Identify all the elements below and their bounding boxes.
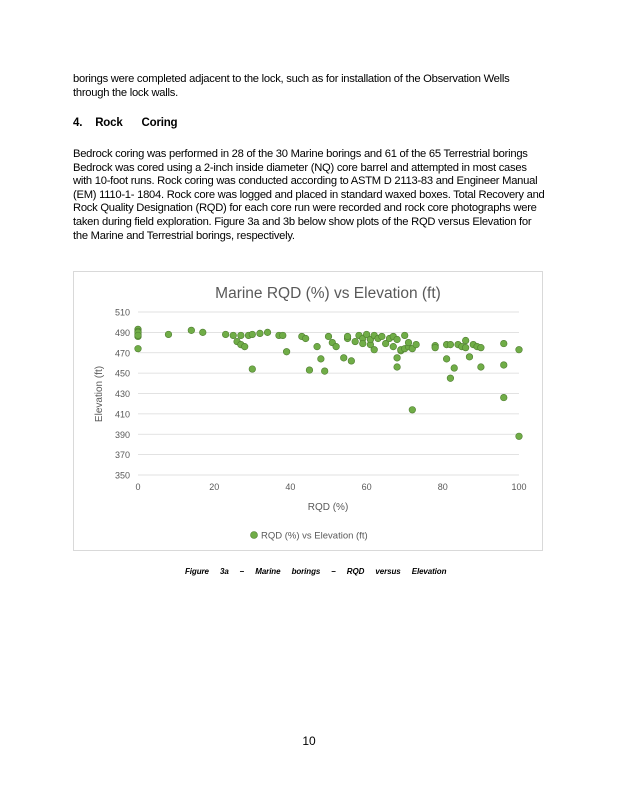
main-paragraph: Bedrock coring was performed in 28 of the 30 Marine borings and 61 of the 65 Terrestrial borings Bedrock was cored using a 2-inch inside diameter (NQ) core barrel and attempted in most cases with 10-foot runs. Rock coring was conducted according to ASTM D 2113-83 and Engineer Manual (EM) 1110-1- 1804. Rock core was logged and placed in standard waxed boxes. Total Recovery and Rock Quality Designation (RQD) for each core run were recorded and rock core photographs were taken during field exploration. Figure 3a and 3b below show plots of the RQD versus Elevation for the Marine and Terrestrial borings, respectively. <box>73 148 545 242</box>
data-point <box>314 343 321 350</box>
legend <box>251 531 368 542</box>
data-point <box>348 358 355 365</box>
data-point <box>409 407 416 414</box>
intro-paragraph: borings were completed adjacent to the lock, such as for installation of the Observation Wells through the lock walls. <box>73 73 510 99</box>
y-axis-label: Elevation (ft) <box>94 365 105 423</box>
data-point <box>264 329 271 336</box>
x-tick-label: 20 <box>209 482 220 492</box>
data-point <box>241 343 248 350</box>
chart-frame <box>73 271 543 551</box>
data-point <box>394 336 401 343</box>
data-point <box>199 329 206 336</box>
data-point <box>302 335 309 342</box>
section-title-word: Coring <box>141 117 178 129</box>
data-point <box>283 348 290 355</box>
data-point <box>318 356 325 363</box>
y-tick-label: 390 <box>114 429 130 440</box>
data-point <box>306 367 313 374</box>
data-point <box>516 346 523 353</box>
y-tick-label: 410 <box>114 409 130 420</box>
data-point <box>447 375 454 382</box>
section-heading <box>73 117 177 129</box>
data-point <box>340 355 347 362</box>
data-point <box>279 332 286 339</box>
data-point <box>321 368 328 375</box>
data-point <box>394 355 401 362</box>
data-point <box>401 332 408 339</box>
y-tick-label: 450 <box>114 368 130 379</box>
data-point <box>352 338 359 345</box>
page-number: 10 <box>302 734 316 748</box>
data-point <box>500 394 507 401</box>
y-axis-ticks <box>115 308 130 481</box>
chart-title: Marine RQD (%) vs Elevation (ft) <box>215 285 441 302</box>
x-tick-label: 60 <box>361 482 372 492</box>
data-points <box>135 326 523 440</box>
data-point <box>165 331 172 338</box>
data-point <box>359 340 366 347</box>
data-point <box>451 365 458 372</box>
data-point <box>390 343 397 350</box>
data-point <box>394 364 401 371</box>
data-point <box>135 345 142 352</box>
y-tick-label: 430 <box>114 389 130 399</box>
y-tick-label: 370 <box>114 450 130 461</box>
data-point <box>500 362 507 369</box>
x-tick-label: 0 <box>135 482 141 492</box>
data-point <box>333 343 340 350</box>
data-point <box>238 332 245 339</box>
section-number: 4. <box>73 117 83 129</box>
data-point <box>371 346 378 353</box>
x-tick-label: 100 <box>511 482 527 492</box>
data-point <box>188 327 195 334</box>
figure-caption: Figure 3a – Marine borings – RQD versus Elevation <box>185 567 447 576</box>
data-point <box>257 330 264 337</box>
legend-marker <box>251 532 258 539</box>
x-tick-label: 40 <box>285 482 296 492</box>
y-tick-label: 350 <box>114 470 130 481</box>
legend-label: RQD (%) vs Elevation (ft) <box>261 530 368 542</box>
scatter-chart <box>74 272 542 550</box>
x-axis-ticks <box>135 482 526 492</box>
data-point <box>325 333 332 340</box>
x-axis-label: RQD (%) <box>307 502 349 513</box>
data-point <box>462 337 469 344</box>
data-point <box>222 331 229 338</box>
data-point <box>462 344 469 351</box>
data-point <box>447 341 454 348</box>
y-tick-label: 490 <box>114 327 130 338</box>
data-point <box>379 333 386 340</box>
data-point <box>249 366 256 373</box>
data-point <box>478 344 485 351</box>
data-point <box>405 339 412 346</box>
data-point <box>432 344 439 351</box>
y-tick-label: 470 <box>114 348 130 359</box>
y-tick-label: 510 <box>114 307 130 318</box>
data-point <box>135 332 142 339</box>
data-point <box>413 341 420 348</box>
data-point <box>249 331 256 338</box>
data-point <box>478 364 485 371</box>
data-point <box>230 332 237 339</box>
data-point <box>500 340 507 347</box>
data-point <box>466 354 473 361</box>
x-tick-label: 80 <box>437 482 448 492</box>
data-point <box>516 433 523 440</box>
data-point <box>344 333 351 340</box>
section-title-word: Rock <box>95 117 123 129</box>
data-point <box>443 356 450 363</box>
